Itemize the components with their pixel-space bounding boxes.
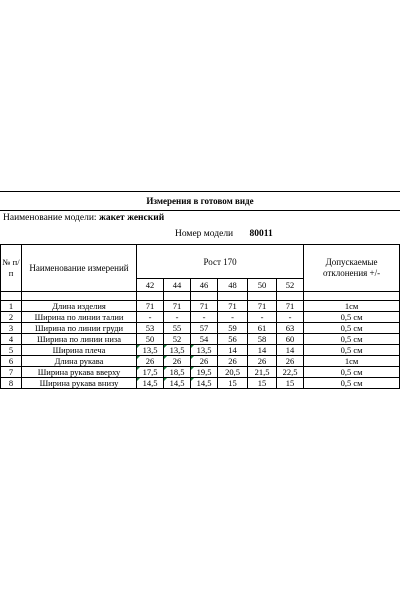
col-tol-header: Допускаемые отклонения +/- [304, 245, 400, 292]
size-cell: 48 [218, 279, 248, 292]
row-number-cell: 3 [1, 323, 22, 334]
measurement-value-cell: 63 [277, 323, 304, 334]
measurement-value-cell: 60 [277, 334, 304, 345]
measurement-value-cell: - [248, 312, 277, 323]
measurement-value-cell: 59 [218, 323, 248, 334]
measurement-name-cell: Ширина рукава внизу [22, 378, 137, 389]
table-row [1, 301, 400, 312]
measurement-value-cell: 26 [277, 356, 304, 367]
measurement-value-cell: 58 [248, 334, 277, 345]
measurement-value-cell: 71 [218, 301, 248, 312]
measurement-name-cell: Ширина по линии низа [22, 334, 137, 345]
measurement-value-cell: 54 [191, 334, 218, 345]
col-name-header: Наименование измерений [22, 245, 137, 292]
measurement-value-cell: 15 [248, 378, 277, 389]
measurement-value-cell: 53 [137, 323, 164, 334]
tolerance-cell: 0,5 см [304, 312, 400, 323]
measurement-value-cell: - [277, 312, 304, 323]
row-number-cell: 6 [1, 356, 22, 367]
row-number-cell: 4 [1, 334, 22, 345]
model-name-label: Наименование модели: [3, 213, 97, 223]
measurement-value-cell: 61 [248, 323, 277, 334]
size-cell: 50 [248, 279, 277, 292]
measurement-value-cell: 14,5 [137, 378, 164, 389]
measurement-value-cell: 14 [218, 345, 248, 356]
table-row [1, 367, 400, 378]
measurement-value-cell: 26 [218, 356, 248, 367]
table-row [1, 334, 400, 345]
measurement-value-cell: 13,5 [191, 345, 218, 356]
table-row [1, 345, 400, 356]
measurement-name-cell: Длина изделия [22, 301, 137, 312]
measurements-table [0, 244, 400, 389]
measurement-value-cell: - [191, 312, 218, 323]
measurement-value-cell: 56 [218, 334, 248, 345]
measurement-value-cell: 15 [277, 378, 304, 389]
model-number-label: Номер модели [175, 229, 234, 239]
table-row [1, 356, 400, 367]
measurement-value-cell: 14 [277, 345, 304, 356]
measurement-value-cell: 20,5 [218, 367, 248, 378]
sheet-title: Измерения в готовом виде [0, 191, 400, 211]
size-cell: 44 [164, 279, 191, 292]
measurement-value-cell: 26 [137, 356, 164, 367]
measurement-value-cell: 13,5 [164, 345, 191, 356]
measurement-value-cell: 15 [218, 378, 248, 389]
tolerance-cell: 0,5 см [304, 367, 400, 378]
tolerance-cell: 0,5 см [304, 345, 400, 356]
measurement-value-cell: 13,5 [137, 345, 164, 356]
model-number-line [175, 227, 400, 241]
tolerance-cell: 0,5 см [304, 323, 400, 334]
measurement-value-cell: 19,5 [191, 367, 218, 378]
measurement-value-cell: 55 [164, 323, 191, 334]
size-cell: 46 [191, 279, 218, 292]
row-number-cell: 5 [1, 345, 22, 356]
measurement-value-cell: 26 [191, 356, 218, 367]
measurement-value-cell: 26 [164, 356, 191, 367]
size-cell: 42 [137, 279, 164, 292]
measurement-value-cell: 14,5 [164, 378, 191, 389]
measurement-name-cell: Ширина плеча [22, 345, 137, 356]
measurement-value-cell: 26 [248, 356, 277, 367]
table-row [1, 323, 400, 334]
table-header-row [1, 245, 400, 279]
measurement-name-cell: Длина рукава [22, 356, 137, 367]
measurement-value-cell: 22,5 [277, 367, 304, 378]
tolerance-cell: 1см [304, 356, 400, 367]
spacer-row [1, 292, 400, 301]
measurement-value-cell: 71 [191, 301, 218, 312]
measurement-value-cell: 71 [164, 301, 191, 312]
measurement-value-cell: 71 [248, 301, 277, 312]
measurement-name-cell: Ширина по линии груди [22, 323, 137, 334]
measurement-value-cell: 18,5 [164, 367, 191, 378]
measurement-value-cell: 71 [137, 301, 164, 312]
tolerance-cell: 1см [304, 301, 400, 312]
measurement-value-cell: - [164, 312, 191, 323]
row-number-cell: 1 [1, 301, 22, 312]
measurement-value-cell: 50 [137, 334, 164, 345]
measurement-value-cell: 14 [248, 345, 277, 356]
row-number-cell: 8 [1, 378, 22, 389]
row-number-cell: 2 [1, 312, 22, 323]
measurement-value-cell: 21,5 [248, 367, 277, 378]
measurement-value-cell: 71 [277, 301, 304, 312]
table-row [1, 378, 400, 389]
measurement-value-cell: - [218, 312, 248, 323]
model-name-value: жакет женский [98, 213, 165, 223]
tolerance-cell: 0,5 см [304, 334, 400, 345]
measurement-value-cell: 57 [191, 323, 218, 334]
measurement-name-cell: Ширина по линии талии [22, 312, 137, 323]
size-cell: 52 [277, 279, 304, 292]
measurement-value-cell: 14,5 [191, 378, 218, 389]
table-row [1, 312, 400, 323]
measurement-value-cell: 52 [164, 334, 191, 345]
col-num-header: № п/п [1, 245, 22, 292]
row-number-cell: 7 [1, 367, 22, 378]
model-name-line [3, 211, 400, 225]
measurement-name-cell: Ширина рукава вверху [22, 367, 137, 378]
model-number-value: 80011 [249, 229, 273, 239]
col-height-header: Рост 170 [137, 245, 304, 279]
tolerance-cell: 0,5 см [304, 378, 400, 389]
measurement-value-cell: - [137, 312, 164, 323]
measurement-value-cell: 17,5 [137, 367, 164, 378]
